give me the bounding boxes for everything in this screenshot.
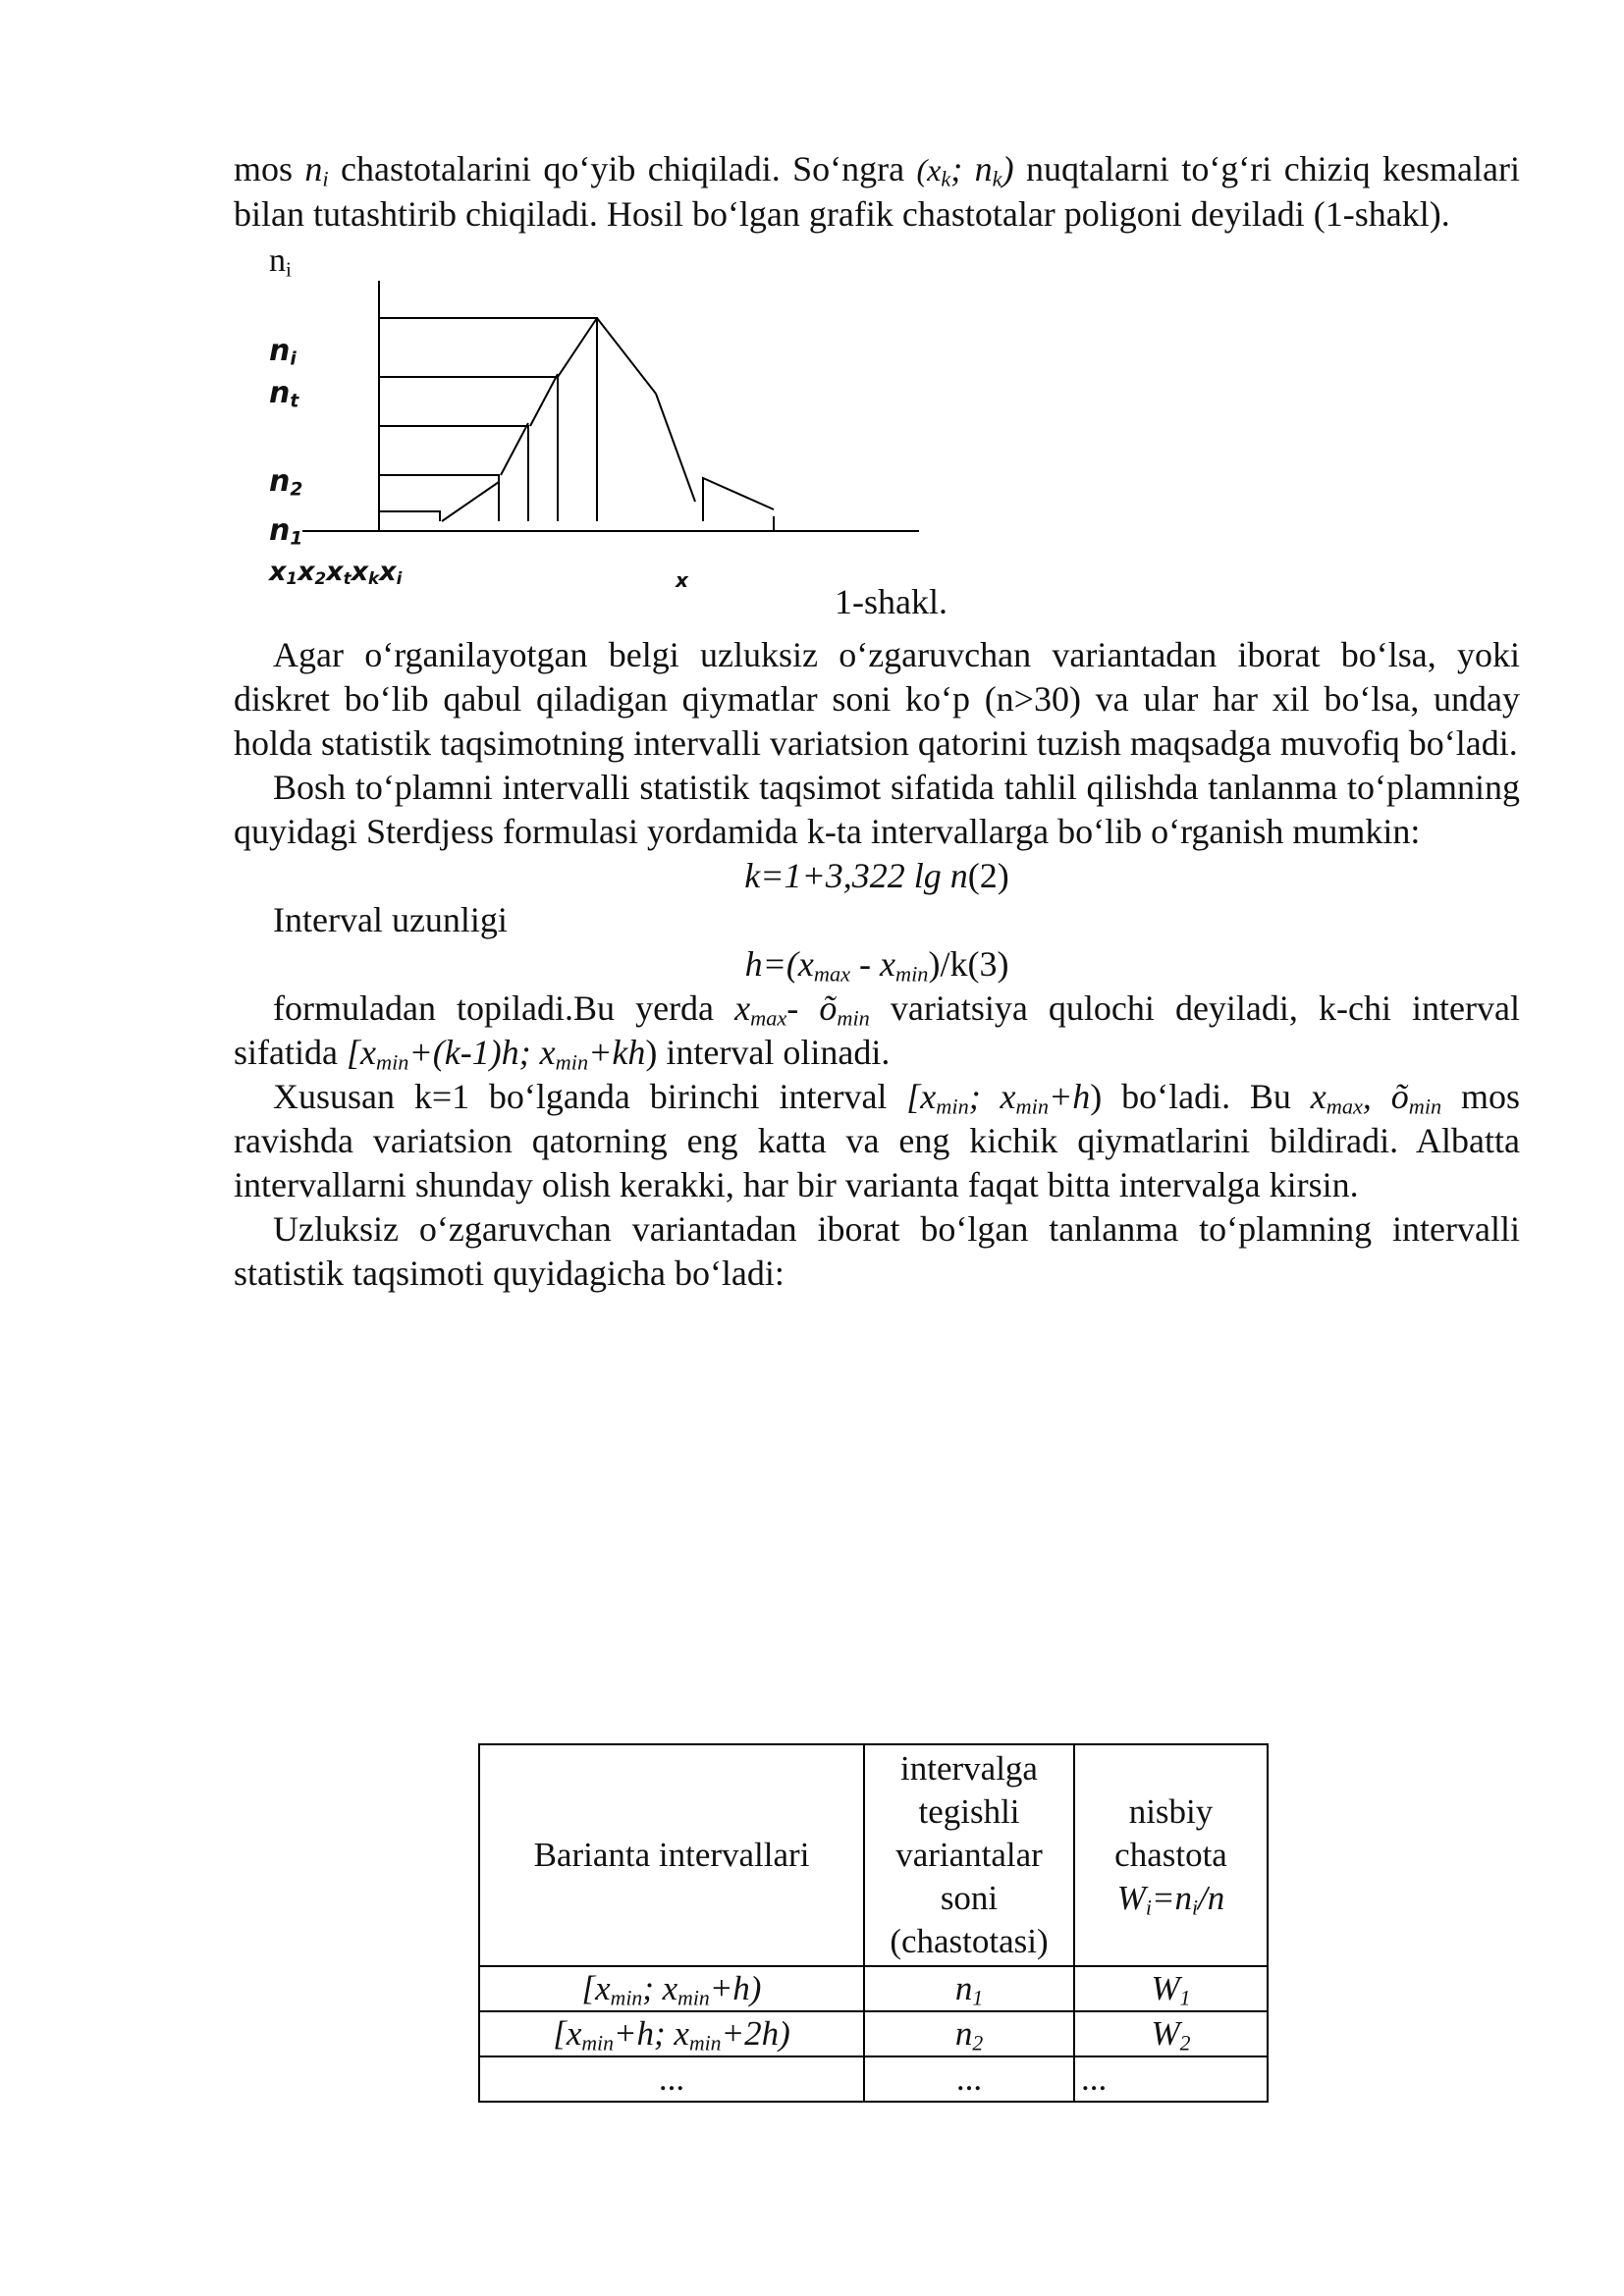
header-relative-frequency: nisbiy chastota $W_i=n_i/n$ (1074, 1744, 1268, 1966)
x-labels: $x_1x_2x_tx_kx_i$ (269, 557, 403, 589)
cell-frequency: $n_1$ (864, 1966, 1074, 2011)
math-sub: i (322, 166, 329, 191)
y-label-nt: $n_t$ (269, 376, 299, 412)
bracket-top (379, 318, 597, 521)
formula-2: k=1+3,322 lg n(2) (744, 856, 1009, 895)
math-xk: (x (916, 152, 942, 187)
header-intervals: Barianta intervallari (479, 1744, 864, 1966)
paragraph-1 (234, 147, 1520, 237)
math-close: ) (1001, 149, 1014, 188)
bracket-right-1 (703, 478, 774, 521)
y-label-n2: $n_2$ (269, 464, 303, 501)
polygon-seg-2 (501, 423, 528, 475)
paragraph-3: Bosh to‘plamni intervalli statistik taqsimot sifatida tahlil qilishda tanlanma to‘plamning quyidagi Sterdjess formulasi yordamida k-ta intervallarga bo‘lib o‘rganish mumkin: (234, 768, 1520, 851)
paragraph-2: Agar o‘rganilayotgan belgi uzluksiz o‘zgaruvchan variantadan iborat bo‘lsa, yoki diskret bo‘lib qabul qiladigan qiymatlar soni ko‘p (n>30) va ular har xil bo‘lsa, unday holda statistik taqsimotning intervalli variatsion qatorini tuzish maqsadga muvofiq bo‘ladi. (234, 635, 1520, 763)
polygon-chart (234, 237, 980, 727)
cell-interval: [$x_{min}+h$; $x_{min}+2h$) (479, 2011, 864, 2056)
bracket-3 (379, 426, 528, 521)
paragraph-4: formuladan topiladi.Bu yerda $x_{max}-$ $õ_{min}$ variatsiya qulochi deyiladi, k-chi interval sifatida [$x_{min}+(k-1)h$; $x_{min}+kh$) interval olinadi. (234, 988, 1520, 1075)
interval-distribution-table (478, 1743, 1269, 2103)
math-sub: k (992, 166, 1002, 191)
table-row (479, 1966, 1268, 2011)
text-run: nuqtalarni to‘g‘ri chiziq kesmalari bilan tutashtirib chiqiladi. Hosil bo‘lgan grafik chastotalar poligoni deyiladi (1-shakl). (234, 149, 1520, 234)
polygon-figure (234, 237, 1520, 727)
y-axis-title: $n_i$ (269, 242, 292, 282)
cell-interval: [$x_{min}$; $x_{min}+h$) (479, 1966, 864, 2011)
table-row (479, 2011, 1268, 2056)
polygon-seg-6 (656, 394, 695, 502)
bracket-1 (379, 511, 440, 521)
paragraph-5: Xususan k=1 bo‘lganda birinchi interval [$x_{min}$; $x_{min}+h$) bo‘ladi. Bu $x_{max}$, $õ_{min}$ mos ravishda variatsion qatorning eng katta va eng kichik qiymatlarini bildiradi. Albatta intervallarni shunday olish kerakki, har bir varianta faqat bitta intervalga kirsin. (234, 1077, 1521, 1204)
cell-ellipsis: ... (864, 2056, 1074, 2102)
math-ni: n (304, 149, 323, 188)
cell-relative: $W_2$ (1074, 2011, 1268, 2056)
header-frequency: intervalga tegishli variantalar soni (chastotasi) (864, 1744, 1074, 1966)
interval-label: Interval uzunligi (273, 900, 508, 939)
paragraph-6: Uzluksiz o‘zgaruvchan variantadan iborat bo‘lgan tanlanma to‘plamning intervalli statistik taqsimoti quyidagicha bo‘ladi: (234, 1209, 1520, 1293)
text-run: mos (234, 149, 305, 188)
polygon-seg-3 (530, 374, 558, 426)
math-sub: k (941, 166, 951, 191)
page-content (234, 147, 1520, 1296)
polygon-seg-1 (442, 482, 499, 521)
cell-ellipsis: ... (1074, 2056, 1268, 2102)
formula-3: $h=(x_{max} - x_{min})/k(3)$ (744, 944, 1009, 987)
figure-caption: 1-shakl. (835, 582, 947, 621)
table-header-row (479, 1744, 1268, 1966)
text-run: chastotalarini qo‘yib chiqiladi. So‘ngra (328, 149, 917, 188)
polygon-seg-5 (597, 318, 656, 394)
table-row (479, 2056, 1268, 2102)
y-label-ni: $n_i$ (269, 334, 297, 370)
x-axis-label: x (676, 568, 688, 592)
y-label-n1: $n_1$ (269, 513, 303, 550)
polygon-seg-4 (558, 318, 597, 377)
math-nk: ; n (950, 149, 993, 188)
cell-relative: $W_1$ (1074, 1966, 1268, 2011)
cell-frequency: $n_2$ (864, 2011, 1074, 2056)
bracket-4 (379, 377, 558, 521)
cell-ellipsis: ... (479, 2056, 864, 2102)
